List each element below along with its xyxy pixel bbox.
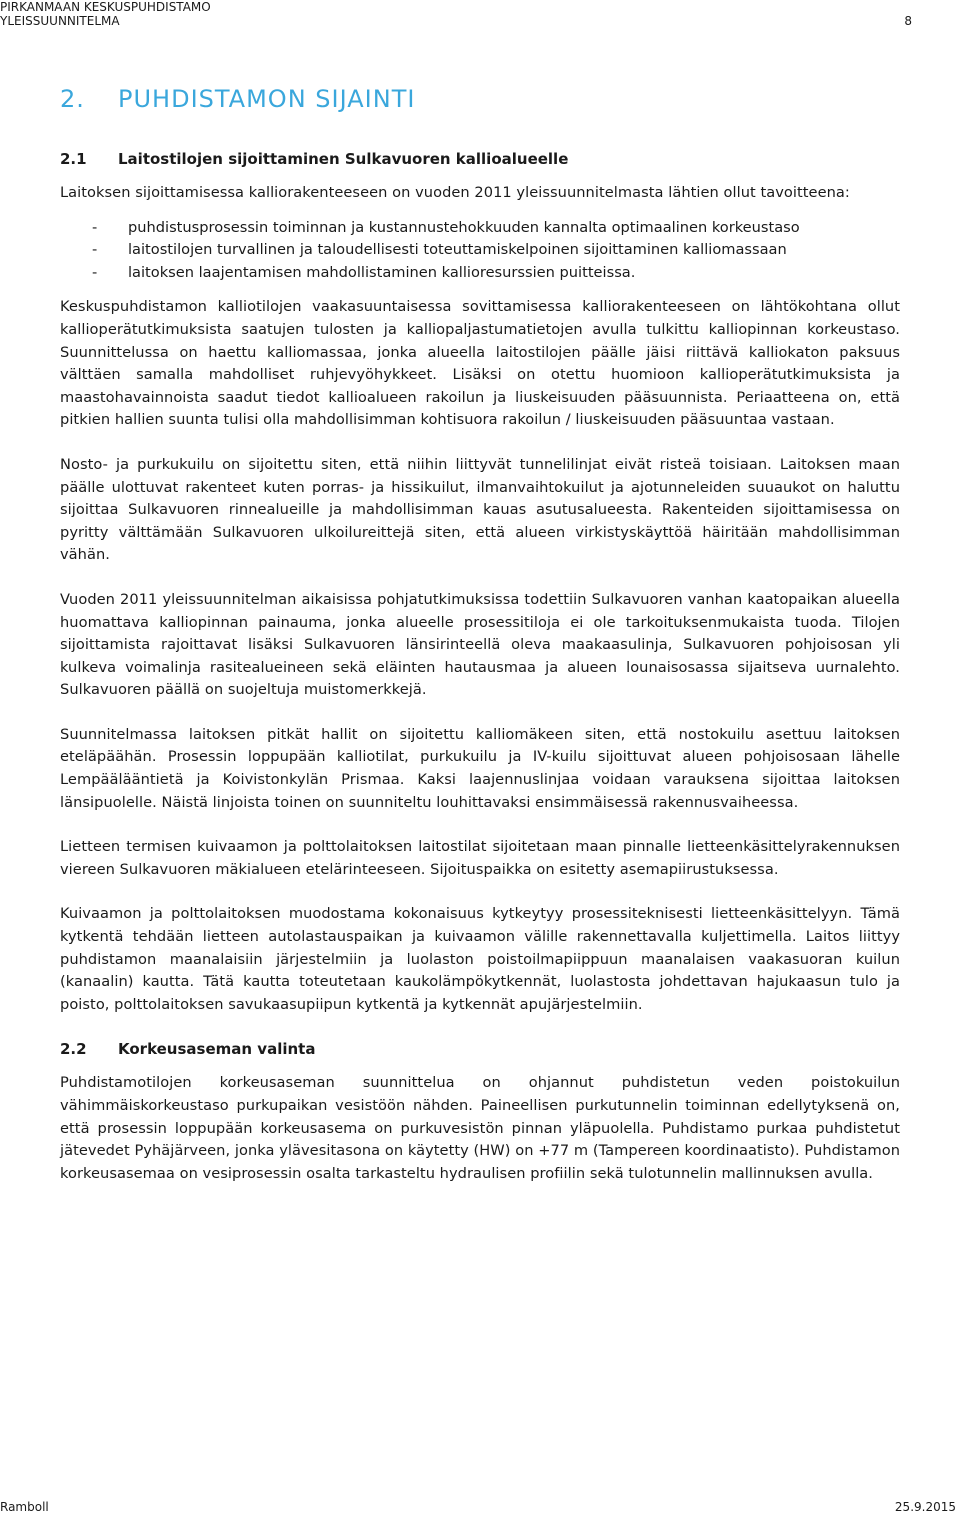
goals-list — [60, 217, 900, 285]
list-item-text: laitoksen laajentamisen mahdollistaminen kallioresurssien puitteissa. — [128, 263, 636, 281]
body-paragraph: Nosto- ja purkukuilu on sijoitettu siten, että niihin liittyvät tunnelilinjat eivät risteä toisiaan. Laitoksen maan päälle ulottuvat rakenteet kuten porras- ja hissikuilut, ilmanvaihtokuilut ja ajotunneleiden suuaukot on haluttu sijoittaa Sulkavuoren rinnealueille ja mahdollisimman kauas asutusalueesta. Rakenteiden sijoittamisessa on pyritty välttämään Sulkavuoren ulkoilureittejä siten, että alueen virkistyskäyttöä häiritään mahdollisimman vähän. — [60, 455, 900, 564]
body-paragraph: Vuoden 2011 yleissuunnitelman aikaisissa pohjatutkimuksissa todettiin Sulkavuoren vanhan kaatopaikan alueella huomattava kalliopinnan painauma, jonka alueelle prosessitiloja ei ole tarkoituksenmukaista tuoda. Tilojen sijoittamista rajoittavat lisäksi Sulkavuoren länsirinteellä oleva maakaasulinja, Sulkavuoren pohjoisosan yli kulkeva voimalinja rasitealueineen sekä eläinten hautausmaa ja alueen lounaisosassa sijaitseva uurnalehto. Sulkavuoren päällä on suojeltuja muistomerkkejä. — [60, 590, 900, 699]
section-title: Korkeusaseman valinta — [118, 1040, 316, 1059]
intro-paragraph: Laitoksen sijoittamisessa kalliorakenteeseen on vuoden 2011 yleissuunnitelmasta lähtien ollut tavoitteena: — [60, 184, 850, 201]
section-heading — [60, 1038, 900, 1060]
list-item: - laitostilojen turvallinen ja taloudellisesti toteuttamiskelpoinen sijoittaminen kalliomassaan — [92, 241, 787, 259]
header-document-title: YLEISSUUNNITELMA — [0, 14, 120, 28]
footer-date: 25.9.2015 — [894, 1500, 956, 1514]
chapter-heading — [60, 84, 900, 114]
section-title: Laitostilojen sijoittaminen Sulkavuoren kallioalueelle — [118, 150, 569, 168]
list-item-text: laitostilojen turvallinen ja taloudellisesti toteuttamiskelpoinen sijoittaminen kalliomassaan — [128, 241, 787, 259]
section-heading — [60, 148, 900, 170]
chapter-number: 2. — [60, 85, 85, 113]
body-paragraph: Suunnitelmassa laitoksen pitkät hallit on sijoitettu kalliomäkeen siten, että nostokuilu asettuu laitoksen eteläpäähän. Prosessin loppupään kalliotilat, purkukuilu ja IV-kuilu sijoittuvat alueen pohjoisosaan lähelle Lempäälääntietä ja Koivistonkylän Prismaa. Kaksi laajennuslinjaa voidaan varauksena sijoittaa laitoksen länsipuolelle. Näistä linjoista toinen on suunniteltu louhittavaksi ensimmäisessä rakennusvaiheessa. — [60, 725, 900, 811]
section-number: 2.1 — [60, 150, 87, 168]
footer-brand: Ramboll — [0, 1500, 49, 1514]
body-paragraph: Puhdistamotilojen korkeusaseman suunnittelua on ohjannut puhdistetun veden poistokuilun vähimmäiskorkeustaso purkupaikan vesistöön nähden. Paineellisen purkutunnelin toiminnan edellytyksenä on, että prosessin loppupään korkeusasema on purkuvesistön pinnan yläpuolella. Puhdistamo purkaa puhdistetut jätevedet Pyhäjärveen, jonka ylävesitasona on käytetty (HW) on +77 m (Tampereen koordinaatisto). Puhdistamon korkeusasemaa on vesiprosessin osalta tarkasteltu hydraulisen profiilin sekä tulotunnelin mallinnuksen avulla. — [60, 1074, 900, 1182]
list-item-text: puhdistusprosessin toiminnan ja kustannustehokkuuden kannalta optimaalinen korkeustaso — [128, 218, 800, 236]
list-item: - puhdistusprosessin toiminnan ja kustannustehokkuuden kannalta optimaalinen korkeustaso — [92, 218, 800, 236]
document-body — [60, 84, 900, 1207]
section-number: 2.2 — [60, 1040, 87, 1059]
chapter-title: PUHDISTAMON SIJAINTI — [118, 85, 416, 113]
body-paragraph: Lietteen termisen kuivaamon ja polttolaitoksen laitostilat sijoitetaan maan pinnalle lietteenkäsittelyrakennuksen viereen Sulkavuoren mäkialueen etelärinteeseen. Sijoituspaikka on esitetty asemapiirustuksessa. — [60, 838, 900, 878]
page-header — [0, 0, 960, 28]
body-paragraph: Kuivaamon ja polttolaitoksen muodostama kokonaisuus kytkeytyy prosessiteknisesti lietteenkäsittelyyn. Tämä kytkentä tehdään lietteen autolastauspaikan ja kuivaamon välille rakennettavalla kuljettimella. Laitos liittyy puhdistamon maanalaisiin järjestelmiin ja luolaston poistoilmapiippuun maanalaisen vaakasuoran kuilun (kanaalin) kautta. Tätä kautta toteutetaan kaukolämpökytkennät, luolastosta johdettavan hajukaasun tulo ja poisto, polttolaitoksen savukaasupiipun kytkentä ja kytkennät apujärjestelmiin. — [60, 905, 900, 1013]
list-item: - laitoksen laajentamisen mahdollistaminen kallioresurssien puitteissa. — [92, 263, 636, 281]
page-number: 8 — [904, 14, 912, 28]
header-organization: PIRKANMAAN KESKUSPUHDISTAMO — [0, 0, 211, 14]
body-paragraph: Keskuspuhdistamon kalliotilojen vaakasuuntaisessa sovittamisessa kalliorakenteeseen on lähtökohtana ollut kallioperätutkimuksista saatujen tulosten ja kalliopaljastumatietojen avulla tulkittu kalliopinnan korkeustaso. Suunnittelussa on haettu kalliomassaa, jonka alueella laitostilojen päälle jäisi riittävä kalliokaton paksuus välttäen samalla mahdolliset ruhjevyöhykkeet. Lisäksi on otettu huomioon kallioperätutkimuksista ja maastohavainnoista saadut tiedot kallioalueen rakoilun ja liuskeisuuden pääsuunnista. Periaatteena on, että pitkien hallien suunta tulisi olla mahdollisimman kohtisuora rakoilun / liuskeisuuden pääsuuntaa vastaan. — [60, 298, 900, 429]
